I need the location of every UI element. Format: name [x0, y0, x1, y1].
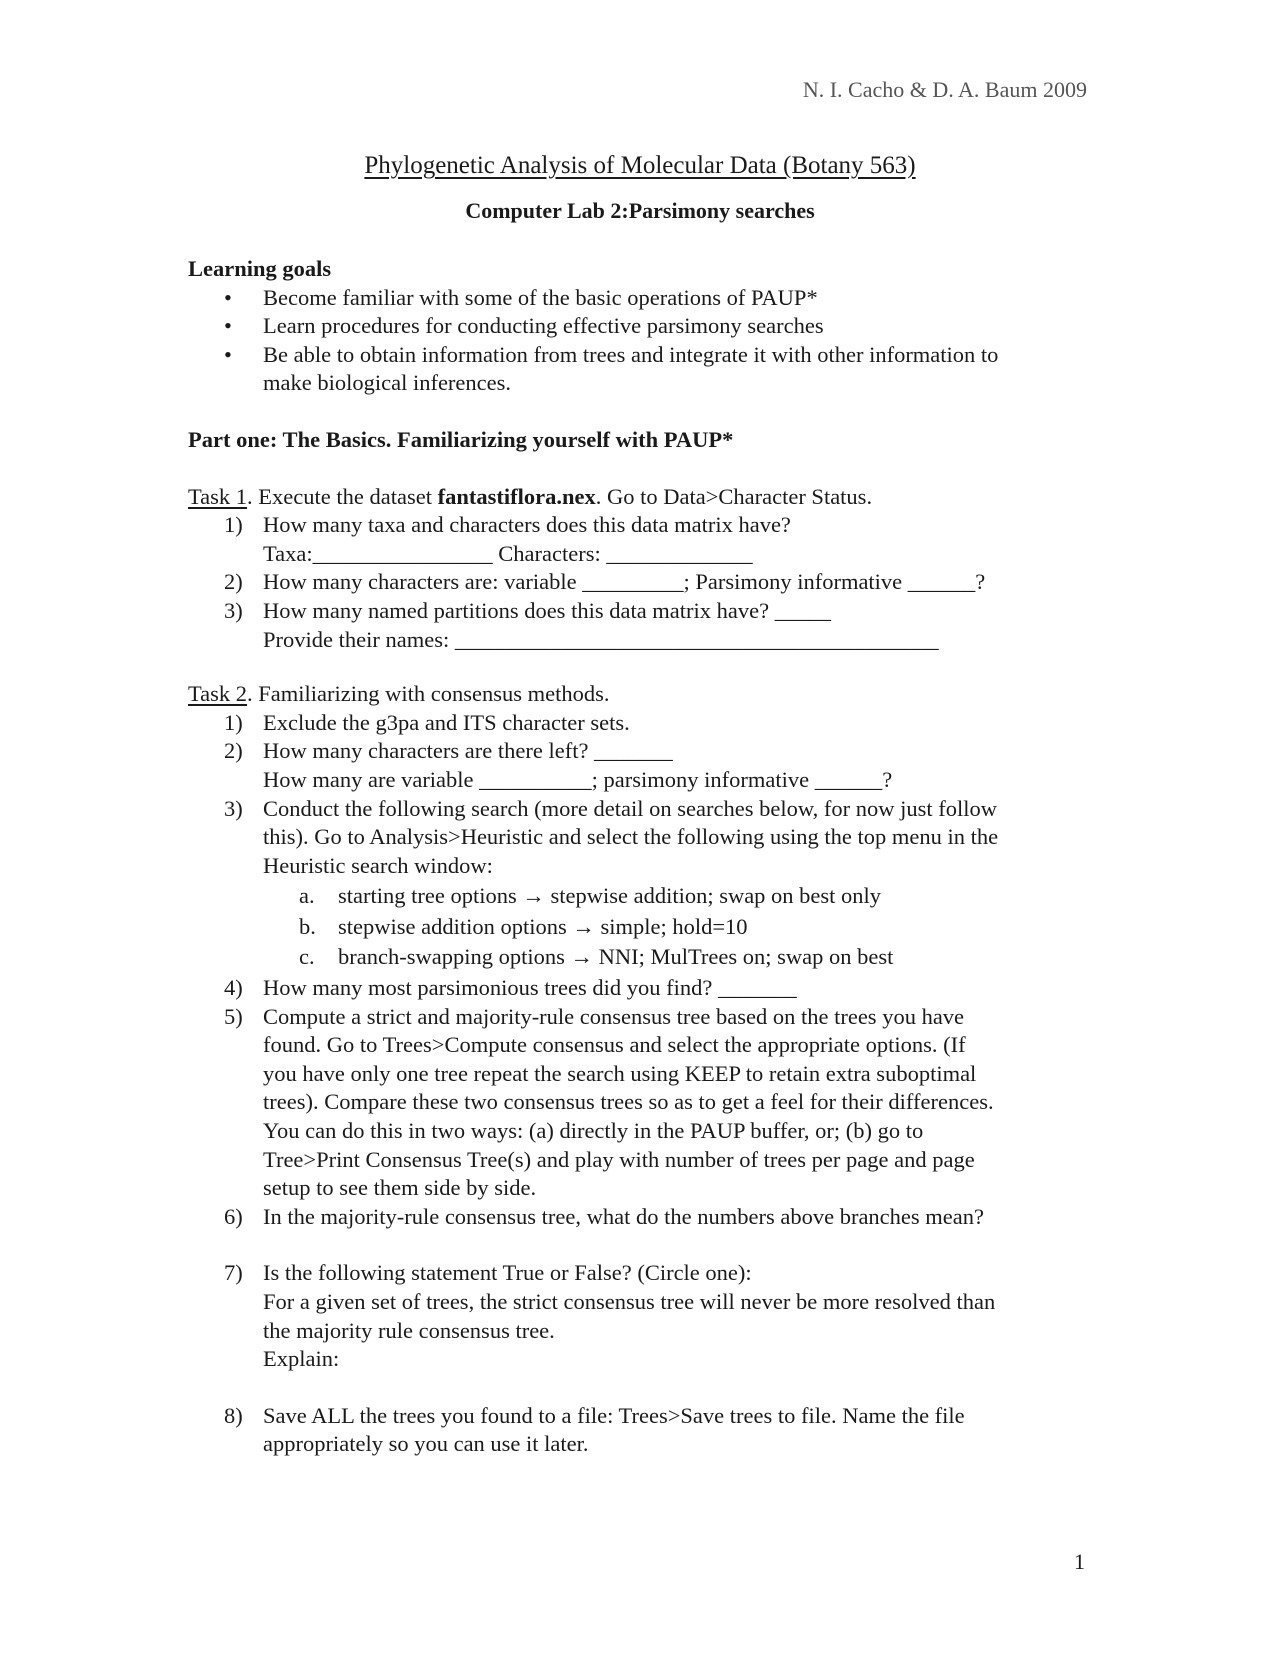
bullet-icon: •: [224, 313, 232, 339]
bullet-icon: •: [224, 341, 232, 367]
task2-intro: Task 2. Familiarizing with consensus methods.: [188, 681, 610, 707]
task1-names-blank: Provide their names: ___________________________________________: [263, 626, 939, 652]
task2-question-4: 4) How many most parsimonious trees did you find? _______: [224, 975, 797, 1001]
search-option-b: b. stepwise addition options → simple; hold=10: [299, 913, 748, 939]
task1-intro: Task 1. Execute the dataset fantastiflora.nex. Go to Data>Character Status.: [188, 483, 873, 509]
task2-question-6: 6) In the majority-rule consensus tree, what do the numbers above branches mean?: [224, 1203, 984, 1229]
task2-label: Task 2: [188, 681, 248, 707]
task1-question-3: 3) How many named partitions does this data matrix have? _____: [224, 597, 831, 623]
search-option-a: a. starting tree options → stepwise addition; swap on best only: [299, 883, 882, 909]
learning-goals-list: [188, 284, 1098, 398]
task1-label: Task 1: [188, 483, 248, 509]
task1-question-1: 1) How many taxa and characters does this data matrix have?: [224, 512, 791, 538]
search-option-c: c. branch-swapping options → NNI; MulTrees on; swap on best: [299, 944, 894, 970]
task1-question-2: 2) How many characters are: variable _________; Parsimony informative ______?: [224, 569, 986, 595]
part-one-heading: Part one: The Basics. Familiarizing yourself with PAUP*: [188, 426, 734, 452]
task2-question-1: 1) Exclude the g3pa and ITS character sets.: [224, 709, 630, 735]
document-subtitle: Computer Lab 2:Parsimony searches: [465, 198, 815, 223]
task1-answer-blanks: Taxa:________________ Characters: _____________: [263, 540, 753, 566]
task1-questions: [188, 511, 1098, 654]
document-body: [188, 255, 1098, 1459]
document-title: Phylogenetic Analysis of Molecular Data (Botany 563): [364, 152, 916, 179]
list-item: • Become familiar with some of the basic operations of PAUP*: [188, 284, 1098, 313]
learning-goals-heading: Learning goals: [188, 256, 332, 281]
task2-question-7: 7) Is the following statement True or False? (Circle one): For a given set of trees, the strict consensus tree will never be more resolved than the majority rule consensus tree. Explain:: [224, 1260, 996, 1372]
author-header: N. I. Cacho & D. A. Baum 2009: [802, 77, 1087, 102]
page-number: 1: [1074, 1549, 1085, 1574]
list-item-continuation: make biological inferences.: [263, 370, 512, 396]
task2-question-3: 3) Conduct the following search (more detail on searches below, for now just follow this). Go to Analysis>Heuristic and select the following using the top menu in the Heuristic search window:: [224, 795, 999, 878]
task2-question-5: 5) Compute a strict and majority-rule consensus tree based on the trees you have found. Go to Trees>Compute consensus and select the appropriate options. (If you have only one tree repeat the search using KEEP to retain extra suboptimal trees). Compare these two consensus trees so as to get a feel for their differences. You can do this in two ways: (a) directly in the PAUP buffer, or; (b) go to Tree>Print Consensus Tree(s) and play with number of trees per page and page setup to see them side by side.: [224, 1003, 994, 1201]
task2-question-2: 2) How many characters are there left? _______ How many are variable __________; parsimony informative ______?: [224, 738, 893, 792]
list-item: • Be able to obtain information from trees and integrate it with other information to: [188, 341, 1098, 370]
list-item: • Learn procedures for conducting effective parsimony searches: [188, 312, 1098, 341]
bullet-icon: •: [224, 284, 232, 310]
task2-question-8: 8) Save ALL the trees you found to a file: Trees>Save trees to file. Name the file appropriately so you can use it later.: [224, 1402, 965, 1457]
dataset-filename: fantastiflora.nex: [437, 483, 596, 509]
